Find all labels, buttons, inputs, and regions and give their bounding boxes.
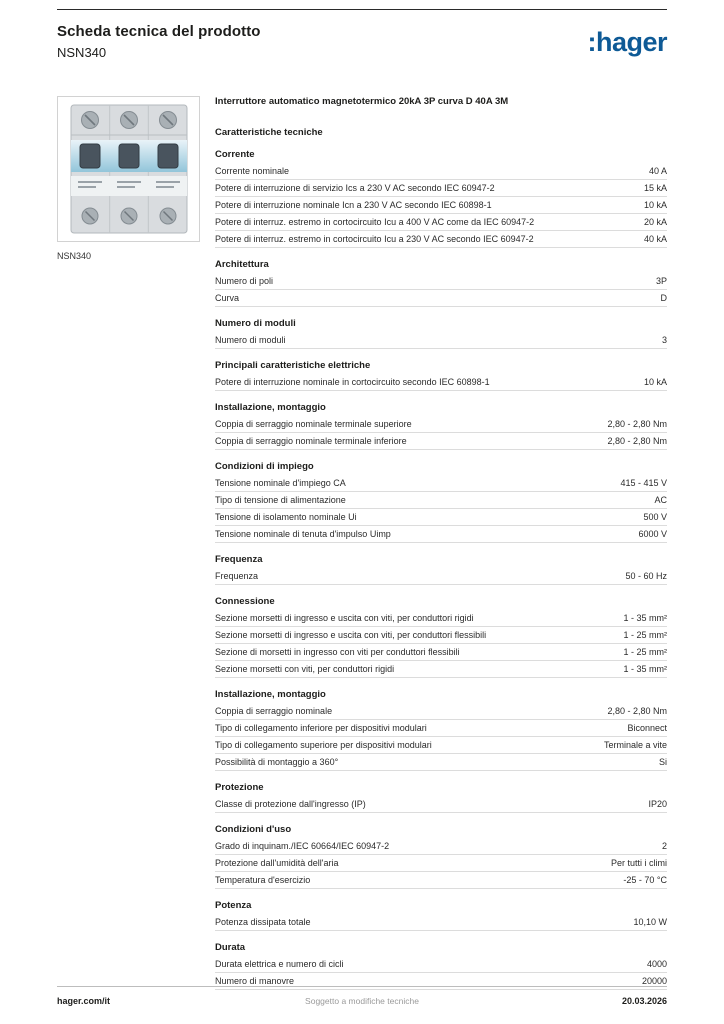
spec-label: Potere di interruz. estremo in cortocircuito Icu a 400 V AC come da IEC 60947-2	[215, 216, 535, 227]
spec-label: Sezione di morsetti in ingresso con viti per conduttori flessibili	[215, 646, 460, 657]
section-title: Frequenza	[215, 554, 263, 565]
spec-label: Tensione di isolamento nominale Ui	[215, 511, 357, 522]
spec-section	[215, 942, 667, 990]
spec-label: Classe di protezione dall'ingresso (IP)	[215, 798, 366, 809]
spec-label: Sezione morsetti con viti, per conduttori rigidi	[215, 663, 395, 674]
section-title: Condizioni di impiego	[215, 461, 314, 472]
page-footer	[57, 986, 667, 1006]
section-title: Connessione	[215, 596, 275, 607]
page-header	[57, 23, 667, 60]
spec-section	[215, 900, 667, 931]
spec-row	[215, 703, 667, 720]
spec-row	[215, 610, 667, 627]
spec-value: 1 - 25 mm²	[623, 629, 667, 640]
spec-section	[215, 782, 667, 813]
spec-row	[215, 273, 667, 290]
spec-row	[215, 720, 667, 737]
spec-value: Terminale a vite	[603, 739, 667, 750]
spec-value: 15 kA	[643, 182, 667, 193]
spec-label: Frequenza	[215, 570, 259, 581]
spec-row	[215, 197, 667, 214]
tech-subheading: Caratteristiche tecniche	[215, 127, 323, 138]
footer-date: 20.03.2026	[621, 996, 667, 1006]
spec-label: Tensione nominale d'impiego CA	[215, 477, 346, 488]
spec-label: Potere di interruzione nominale in cortocircuito secondo IEC 60898-1	[215, 376, 490, 387]
spec-label: Tensione nominale di tenuta d'impulso Uimp	[215, 528, 391, 539]
spec-value: 6000 V	[638, 528, 667, 539]
spec-value: 2,80 - 2,80 Nm	[607, 435, 667, 446]
page-title: Scheda tecnica del prodotto	[57, 23, 261, 40]
spec-section	[215, 596, 667, 678]
spec-section	[215, 689, 667, 771]
spec-row	[215, 433, 667, 450]
spec-row	[215, 754, 667, 771]
spec-section	[215, 461, 667, 543]
spec-value: D	[660, 292, 667, 303]
product-heading: Interruttore automatico magnetotermico 20kA 3P curva D 40A 3M	[215, 96, 509, 107]
spec-row	[215, 872, 667, 889]
spec-row	[215, 332, 667, 349]
spec-section	[215, 259, 667, 307]
spec-value: 1 - 35 mm²	[623, 663, 667, 674]
spec-label: Tipo di collegamento inferiore per dispositivi modulari	[215, 722, 427, 733]
spec-label: Curva	[215, 292, 240, 303]
spec-section	[215, 149, 667, 248]
spec-label: Coppia di serraggio nominale	[215, 705, 333, 716]
spec-section	[215, 554, 667, 585]
spec-value: IP20	[648, 798, 667, 809]
spec-row	[215, 231, 667, 248]
spec-row	[215, 796, 667, 813]
spec-label: Tipo di tensione di alimentazione	[215, 494, 346, 505]
hager-logo: :hager	[587, 27, 667, 57]
spec-value: Si	[658, 756, 667, 767]
spec-label: Potenza dissipata totale	[215, 916, 311, 927]
spec-label: Grado di inquinam./IEC 60664/IEC 60947-2	[215, 840, 390, 851]
footer-disclaimer: Soggetto a modifiche tecniche	[305, 996, 419, 1006]
spec-value: 10,10 W	[633, 916, 667, 927]
section-title: Potenza	[215, 900, 252, 911]
spec-value: 3P	[655, 275, 667, 286]
spec-value: 500 V	[643, 511, 667, 522]
spec-label: Temperatura d'esercizio	[215, 874, 311, 885]
spec-row	[215, 644, 667, 661]
spec-row	[215, 956, 667, 973]
spec-value: AC	[654, 494, 667, 505]
spec-column	[215, 96, 667, 990]
spec-value: 20 kA	[643, 216, 667, 227]
spec-row	[215, 163, 667, 180]
section-title: Numero di moduli	[215, 318, 296, 329]
product-image	[57, 96, 200, 242]
spec-row	[215, 627, 667, 644]
spec-value: 2,80 - 2,80 Nm	[607, 705, 667, 716]
spec-value: 10 kA	[643, 376, 667, 387]
spec-label: Tipo di collegamento superiore per dispositivi modulari	[215, 739, 432, 750]
spec-row	[215, 737, 667, 754]
footer-website-link[interactable]: hager.com/it	[57, 996, 111, 1006]
spec-row	[215, 180, 667, 197]
section-title: Protezione	[215, 782, 264, 793]
spec-value: 10 kA	[643, 199, 667, 210]
spec-section	[215, 318, 667, 349]
section-title: Condizioni d'uso	[215, 824, 292, 835]
title-block	[57, 23, 261, 60]
section-title: Corrente	[215, 149, 255, 160]
circuit-breaker-illustration	[66, 102, 192, 236]
product-image-column	[57, 96, 215, 990]
spec-section	[215, 824, 667, 889]
spec-value: 40 A	[648, 165, 667, 176]
spec-row	[215, 526, 667, 543]
spec-value: Biconnect	[627, 722, 667, 733]
spec-row	[215, 914, 667, 931]
spec-row	[215, 475, 667, 492]
spec-value: 4000	[646, 958, 667, 969]
spec-sections	[215, 149, 667, 990]
spec-value: 2	[661, 840, 667, 851]
spec-label: Numero di moduli	[215, 334, 286, 345]
spec-label: Corrente nominale	[215, 165, 290, 176]
spec-label: Possibilità di montaggio a 360°	[215, 756, 339, 767]
spec-row	[215, 855, 667, 872]
spec-value: 40 kA	[643, 233, 667, 244]
spec-row	[215, 416, 667, 433]
spec-label: Potere di interruzione di servizio Ics a 230 V AC secondo IEC 60947-2	[215, 182, 495, 193]
spec-value: Per tutti i climi	[610, 857, 667, 868]
spec-row	[215, 214, 667, 231]
spec-label: Durata elettrica e numero di cicli	[215, 958, 344, 969]
spec-row	[215, 661, 667, 678]
spec-row	[215, 492, 667, 509]
spec-label: Potere di interruz. estremo in cortocircuito Icu a 230 V AC secondo IEC 60947-2	[215, 233, 534, 244]
spec-value: 415 - 415 V	[620, 477, 667, 488]
spec-label: Coppia di serraggio nominale terminale superiore	[215, 418, 412, 429]
spec-label: Sezione morsetti di ingresso e uscita con viti, per conduttori rigidi	[215, 612, 474, 623]
spec-value: 2,80 - 2,80 Nm	[607, 418, 667, 429]
content-area	[57, 96, 667, 990]
spec-label: Coppia di serraggio nominale terminale inferiore	[215, 435, 407, 446]
product-reference: NSN340	[57, 45, 107, 60]
spec-section	[215, 402, 667, 450]
spec-value: 3	[661, 334, 667, 345]
spec-label: Numero di poli	[215, 275, 274, 286]
spec-row	[215, 838, 667, 855]
spec-value: 1 - 25 mm²	[623, 646, 667, 657]
section-title: Principali caratteristiche elettriche	[215, 360, 371, 371]
section-title: Installazione, montaggio	[215, 402, 326, 413]
section-title: Durata	[215, 942, 246, 953]
spec-row	[215, 374, 667, 391]
section-title: Architettura	[215, 259, 269, 270]
spec-row	[215, 509, 667, 526]
section-title: Installazione, montaggio	[215, 689, 326, 700]
top-rule	[57, 9, 667, 10]
spec-value: -25 - 70 °C	[623, 874, 667, 885]
spec-row	[215, 568, 667, 585]
spec-label: Sezione morsetti di ingresso e uscita con viti, per conduttori flessibili	[215, 629, 487, 640]
spec-section	[215, 360, 667, 391]
image-caption: NSN340	[57, 251, 92, 261]
spec-value: 20000	[641, 975, 667, 986]
spec-label: Numero di manovre	[215, 975, 295, 986]
spec-label: Potere di interruzione nominale Icn a 230 V AC secondo IEC 60898-1	[215, 199, 492, 210]
spec-value: 50 - 60 Hz	[625, 570, 667, 581]
spec-label: Protezione dall'umidità dell'aria	[215, 857, 339, 868]
spec-row	[215, 290, 667, 307]
spec-value: 1 - 35 mm²	[623, 612, 667, 623]
